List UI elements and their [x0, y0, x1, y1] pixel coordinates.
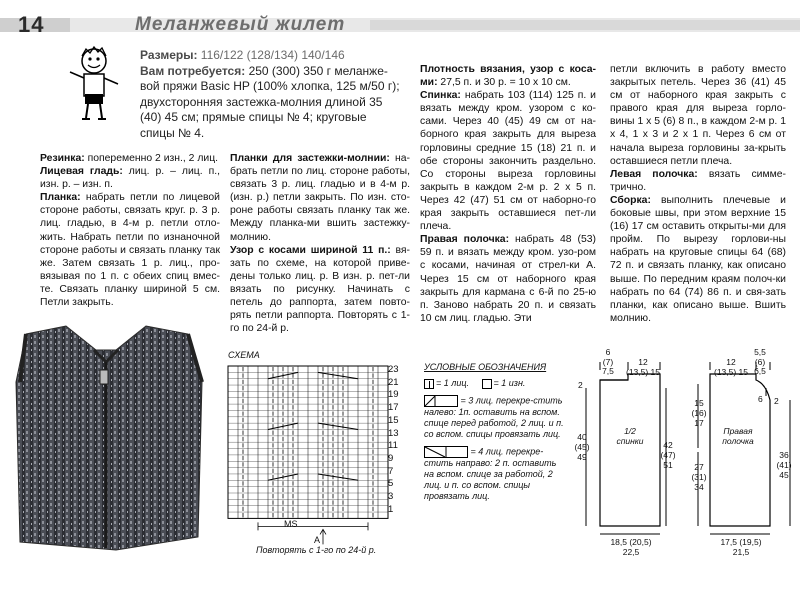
front-side-dim-6: 6 — [758, 394, 763, 404]
continuation-text: петли включить в работу вместо закрытых петель. Через 36 (41) 45 см от наборного края закрыть с правого края для выреза горло-вины 1 х 5 (6) 8 п., в каждом 2-м р. 1 х 4, 1 х 3 и 2 х 1 п. Через 6 см от начала выреза горловины за-крыть оставшиеся петли плеча. — [610, 64, 786, 167]
front-left-dim-upper-1: (16) — [691, 408, 707, 418]
front-left-dim-lower-2: 34 — [694, 482, 704, 492]
rib-text: попеременно 2 изн., 2 лиц. — [84, 153, 219, 164]
legend-title: УСЛОВНЫЕ ОБОЗНАЧЕНИЯ — [424, 362, 547, 372]
front-left-dim-lower-0: 27 — [694, 462, 704, 472]
cable-left-icon — [424, 395, 458, 407]
gauge-text: 27,5 п. и 30 р. = 10 х 10 см. — [437, 77, 571, 89]
gauge-label: Плотность вязания, узор с коса-ми: — [420, 64, 596, 89]
back-dim-12: 12 — [638, 357, 648, 367]
back-label-half: 1/2 — [624, 426, 636, 436]
chart-title: СХЕМА — [228, 350, 260, 360]
front-dim-12: 12 — [726, 357, 736, 367]
back-dim-7-5: 7,5 — [602, 366, 614, 376]
sizes-label: Размеры: — [140, 48, 198, 62]
legend-knit-text: = 1 лиц. — [436, 378, 469, 388]
vest-photo — [6, 322, 212, 554]
back-label — [608, 426, 652, 446]
legend-cable-right-text: = 4 лиц. перекре-стить направо: 2 п. оставить на вспом. спице за работой, 2 лиц. и п. со вспом. спицы провязать лиц. — [424, 446, 557, 501]
back-left-dims — [570, 432, 594, 462]
front-right-dim-2: 45 — [779, 470, 789, 480]
back-right-dim-0: 42 — [663, 440, 673, 450]
back-left-dim-1: (45) — [574, 442, 590, 452]
page-title: Меланжевый жилет — [135, 14, 346, 35]
front-left-dim-upper-0: 15 — [694, 398, 704, 408]
chart-arrow-label: A — [314, 535, 321, 545]
chart-row-number: 7 — [388, 465, 394, 477]
front-dim-6-5: 6,5 — [754, 366, 766, 376]
assembly-text: выполнить плечевые и боковые швы, при этом верхние 15 (16) 17 см оставить открыты-ми для пройм. По вырезу горлови-ны набрать на круговые спицы 64 (68) 72 п. и связать планку, как описано выше. По передним краям полоч-ки набрать по 64 (74) 86 п. и свя-зать планки, как описано выше. Вшить молнию. — [610, 194, 786, 324]
front-bottom-dim-1: 17,5 (19,5) — [720, 537, 762, 547]
legend — [424, 362, 564, 502]
boy-illustration — [64, 44, 124, 122]
header-bar — [0, 14, 800, 36]
assembly-label: Сборка: — [610, 194, 651, 206]
back-dim-13-5: (13,5) 15 — [625, 366, 661, 377]
back-top-mid-dim — [618, 358, 668, 377]
front-dim-6-paren: (6) — [754, 356, 766, 367]
front-label-text: полочка — [722, 436, 754, 446]
legend-cable-left — [424, 395, 564, 440]
front-top-right-dim — [748, 348, 772, 377]
chart-repeat-note: Повторять с 1-го по 24-й р. — [256, 545, 377, 555]
front-right-dim-1: (41) — [776, 460, 792, 470]
legend-purl-text: = 1 изн. — [493, 378, 526, 388]
front-dim-5-5: 5,5 — [754, 347, 766, 357]
left-front-label: Левая полочка: — [610, 168, 698, 180]
front-left-dim-lower-1: (31) — [691, 472, 707, 482]
left-front-text: вязать симме-трично. — [610, 168, 786, 193]
back-left-dim-2: 49 — [577, 452, 587, 462]
back-dim-7: (7) — [602, 356, 614, 367]
back-bottom-dim-1: 18,5 (20,5) — [610, 537, 652, 547]
front-bottom-dims — [706, 537, 776, 557]
front-left-dim-upper-2: 17 — [694, 418, 704, 428]
front-label — [714, 426, 762, 446]
chart-row-number: 23 — [388, 364, 399, 375]
page-number: 14 — [18, 12, 45, 37]
back-label-text: спинки — [616, 436, 644, 446]
back-dim-6: 6 — [605, 347, 611, 357]
right-front-label: Правая полочка: — [420, 234, 510, 246]
materials-value: 250 (300) 350 г меланже-вой пряжи Basic HP (100% хлопка, 125 м/50 г); двухсторонняя застежка-молния длиной 35 (40) 45 см; прямые спицы № 4; круговые спицы № 4. — [140, 63, 400, 140]
chart-grid — [228, 366, 388, 544]
chart-row-number: 3 — [388, 491, 394, 502]
legend-cable-right — [424, 446, 564, 502]
purl-symbol-icon — [482, 379, 492, 389]
back-right-dims — [656, 440, 680, 470]
band-text: набрать петли по лицевой стороне работы, связать круг. р. 3 р. лиц. гладью, в 4-м р. петли отло-жить. Набрать петли по изнаночной стороне работы и связать планку так же. Затем связать 1 р. лиц., про-вязывая по 1 п. с обеих спиц вмес-те. Связать планку шириной 5 см. Петли закрыть. — [40, 192, 220, 309]
column-2 — [230, 152, 410, 335]
back-label: Спинка: — [420, 90, 461, 102]
front-bottom-dim-2: 21,5 — [732, 547, 750, 557]
back-text: набрать 103 (114) 125 п. и вязать между кром. узором с ко-сами. Через 40 (45) 49 см от на-борного края закрыть для выреза горловины средние 15 (18) 21 п. и обе стороны закончить раздельно. Со стороны выреза горловины закрыть в каждом 2-м р. 2 х 5 п. Через 42 (47) 51 см от наборно-го края закрыть оставшиеся пет-ли плеча. — [420, 90, 596, 233]
cable-right-icon — [424, 446, 468, 458]
rib-label: Резинка: — [40, 153, 85, 164]
back-bottom-dim-2: 22,5 — [622, 547, 640, 557]
stockinette-text: лиц. р. – лиц. п., изн. р. – изн. п. — [40, 166, 220, 191]
front-dim-13-5: (13,5) 15 — [713, 366, 749, 377]
chart-row-number: 21 — [388, 376, 399, 388]
front-right-dim-0: 36 — [779, 450, 789, 460]
back-bottom-dims — [596, 537, 666, 557]
back-right-dim-1: (47) — [660, 450, 676, 460]
front-left-dims-upper — [688, 398, 710, 428]
column-1 — [40, 152, 220, 309]
chart-row-number: 9 — [388, 452, 394, 464]
chart-row-number: 15 — [388, 414, 399, 426]
front-label-right: Правая — [723, 426, 753, 436]
sizes-materials — [140, 48, 402, 141]
chart-row-number: 1 — [388, 503, 394, 515]
sizes-value: 116/122 (128/134) 140/146 — [197, 48, 345, 62]
chart-row-number: 13 — [388, 427, 399, 439]
back-side-top-dim: 2 — [578, 380, 583, 390]
legend-knit — [424, 378, 564, 389]
zip-band-label: Планки для застежки-молнии: — [230, 153, 390, 164]
cable-label: Узор с косами шириной 11 п.: — [230, 244, 391, 256]
stockinette-label: Лицевая гладь: — [40, 166, 123, 178]
chart-row-number: 17 — [388, 402, 399, 414]
cable-text: вя-зать по схеме, на которой приве-дены только лиц. р. В изн. р. пет-ли вязать по рисунку. Начинать с петель до раппорта, затем повто-рять петли раппорта. Повторять с 1-го по 24-й р. — [230, 244, 410, 335]
back-right-dim-2: 51 — [663, 460, 673, 470]
back-left-dim-0: 40 — [577, 432, 587, 442]
chart-row-number: 19 — [388, 389, 399, 401]
band-label: Планка: — [40, 192, 81, 204]
knit-symbol-icon — [424, 379, 434, 389]
column-4 — [610, 63, 786, 325]
right-front-text: набрать 48 (53) 59 п. и вязать между кром. узо-ром с косами, начиная от стрел-ки А. Через 15 см от наборного края закрыть для кармана с 6-й по 25-ю п. Заново набрать 20 п. и связать 10 см лиц. гладью. Эти — [420, 234, 596, 324]
zip-band-text: на-брать петли по лиц. стороне работы, связать 3 р. лиц. гладью и в 4-м р. (изн. р.) петли закрыть. По изн. сто-роне работы связать планку так же. Между планка-ми вшить застежку-молнию. — [230, 153, 410, 243]
front-side-top-dim: 2 — [774, 396, 779, 406]
column-3 — [420, 63, 596, 325]
chart-row-number: 11 — [388, 440, 398, 452]
knitting-chart — [224, 362, 414, 558]
chart-ms-label: MS — [284, 519, 298, 529]
back-top-left-dim — [596, 348, 620, 377]
materials-label: Вам потребуется: — [140, 63, 246, 78]
front-left-dims-lower — [688, 462, 710, 492]
legend-cable-left-text: = 3 лиц. перекре-стить налево: 1п. оставить на вспом. спице перед работой, 2 лиц. и п. со вспом. спицы провязать лиц. — [424, 395, 564, 439]
front-right-dims — [772, 450, 796, 480]
chart-row-number: 5 — [388, 478, 394, 490]
